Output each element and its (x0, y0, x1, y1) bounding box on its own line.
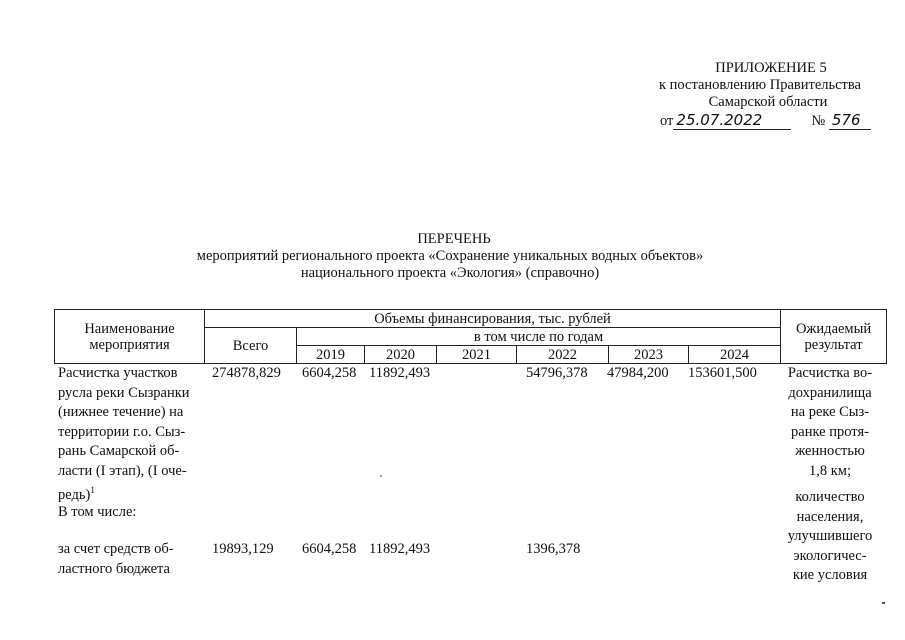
number-prefix: № (811, 113, 826, 129)
row3-2022: 1396,378 (526, 541, 581, 557)
including-label: В том числе: (58, 504, 137, 520)
activity-name-line: рань Самарской об- (58, 443, 180, 459)
expected-result-part1 (774, 364, 886, 481)
expected-result-line: на реке Сыз- (790, 404, 870, 420)
expected-result-line: количество (795, 489, 865, 505)
expected-result-line: кие условия (792, 567, 868, 583)
expected-result-line: улучшившего (787, 528, 873, 544)
row3-total: 19893,129 (212, 541, 274, 557)
activity-name-line: ласти (I этап), (I оче- (58, 462, 187, 479)
expected-result-line: женностью (795, 443, 865, 459)
row1-2020: 11892,493 (369, 365, 431, 381)
row1-total: 274878,829 (212, 365, 281, 381)
title-line-3: национального проекта «Экология» (справочно) (300, 265, 600, 281)
expected-result-line: экологичес- (793, 547, 867, 564)
header-total-cell: Всего (205, 328, 297, 364)
appendix-title: ПРИЛОЖЕНИЕ 5 (715, 60, 827, 76)
activity-name-line: редь) (58, 486, 91, 503)
header-result-line2: результат (804, 336, 863, 353)
header-year-2024: 2024 (689, 346, 781, 364)
activity-name-line: русла реки Сызранки (58, 384, 190, 401)
footnote-marker: 1 (90, 485, 95, 495)
appendix-resolution-line: к постановлению Правительства (659, 77, 861, 93)
expected-result-line: 1,8 км; (809, 462, 851, 479)
activity-name-line-last (58, 481, 202, 505)
row1-2022: 54796,378 (526, 365, 588, 381)
expected-result-line: населения, (796, 508, 864, 525)
scan-speck (882, 602, 885, 604)
header-name-line1: Наименование (84, 320, 175, 337)
regional-budget-name-line: за счет средств об- (58, 541, 174, 557)
header-by-years-cell: в том числе по годам (297, 328, 781, 346)
activity-name (58, 364, 202, 505)
row1-2019: 6604,258 (302, 365, 357, 381)
expected-result-line: ранке протя- (791, 423, 869, 440)
scan-speck (380, 475, 382, 477)
header-result-cell (781, 310, 887, 364)
header-name-line2: мероприятия (89, 336, 170, 353)
header-name-cell (55, 310, 205, 364)
document-title (140, 231, 760, 282)
appendix-region-line: Самарской области (708, 94, 828, 110)
appendix-header (640, 60, 880, 111)
header-year-2023: 2023 (609, 346, 689, 364)
header-funding-cell: Объемы финансирования, тыс. рублей (205, 310, 781, 328)
header-year-2021: 2021 (437, 346, 517, 364)
activity-name-line: (нижнее течение) на (58, 404, 184, 420)
expected-result-line: дохранилища (788, 384, 872, 401)
handwritten-date: 25.07.2022 (673, 112, 791, 130)
row3-2019: 6604,258 (302, 541, 357, 557)
row1-2023: 47984,200 (607, 365, 669, 381)
activity-name-line: территории г.о. Сыз- (58, 423, 186, 440)
regional-budget-name (58, 540, 202, 579)
row1-2024: 153601,500 (688, 365, 757, 381)
title-perechen: ПЕРЕЧЕНЬ (417, 231, 491, 247)
header-year-2019: 2019 (297, 346, 365, 364)
date-prefix: от (660, 113, 674, 129)
row3-2020: 11892,493 (369, 541, 431, 557)
header-result-line1: Ожидаемый (795, 320, 872, 337)
expected-result-line: Расчистка во- (787, 365, 873, 381)
expected-result-part2 (774, 488, 886, 586)
funding-table-header (54, 309, 887, 364)
title-line-2: мероприятий регионального проекта «Сохранение уникальных водных объектов» (196, 248, 704, 264)
regional-budget-name-line: ластного бюджета (58, 560, 170, 577)
activity-name-line: Расчистка участков (58, 365, 178, 381)
handwritten-number: 576 (829, 112, 871, 130)
header-year-2022: 2022 (517, 346, 609, 364)
appendix-date-line (660, 112, 871, 130)
header-year-2020: 2020 (365, 346, 437, 364)
